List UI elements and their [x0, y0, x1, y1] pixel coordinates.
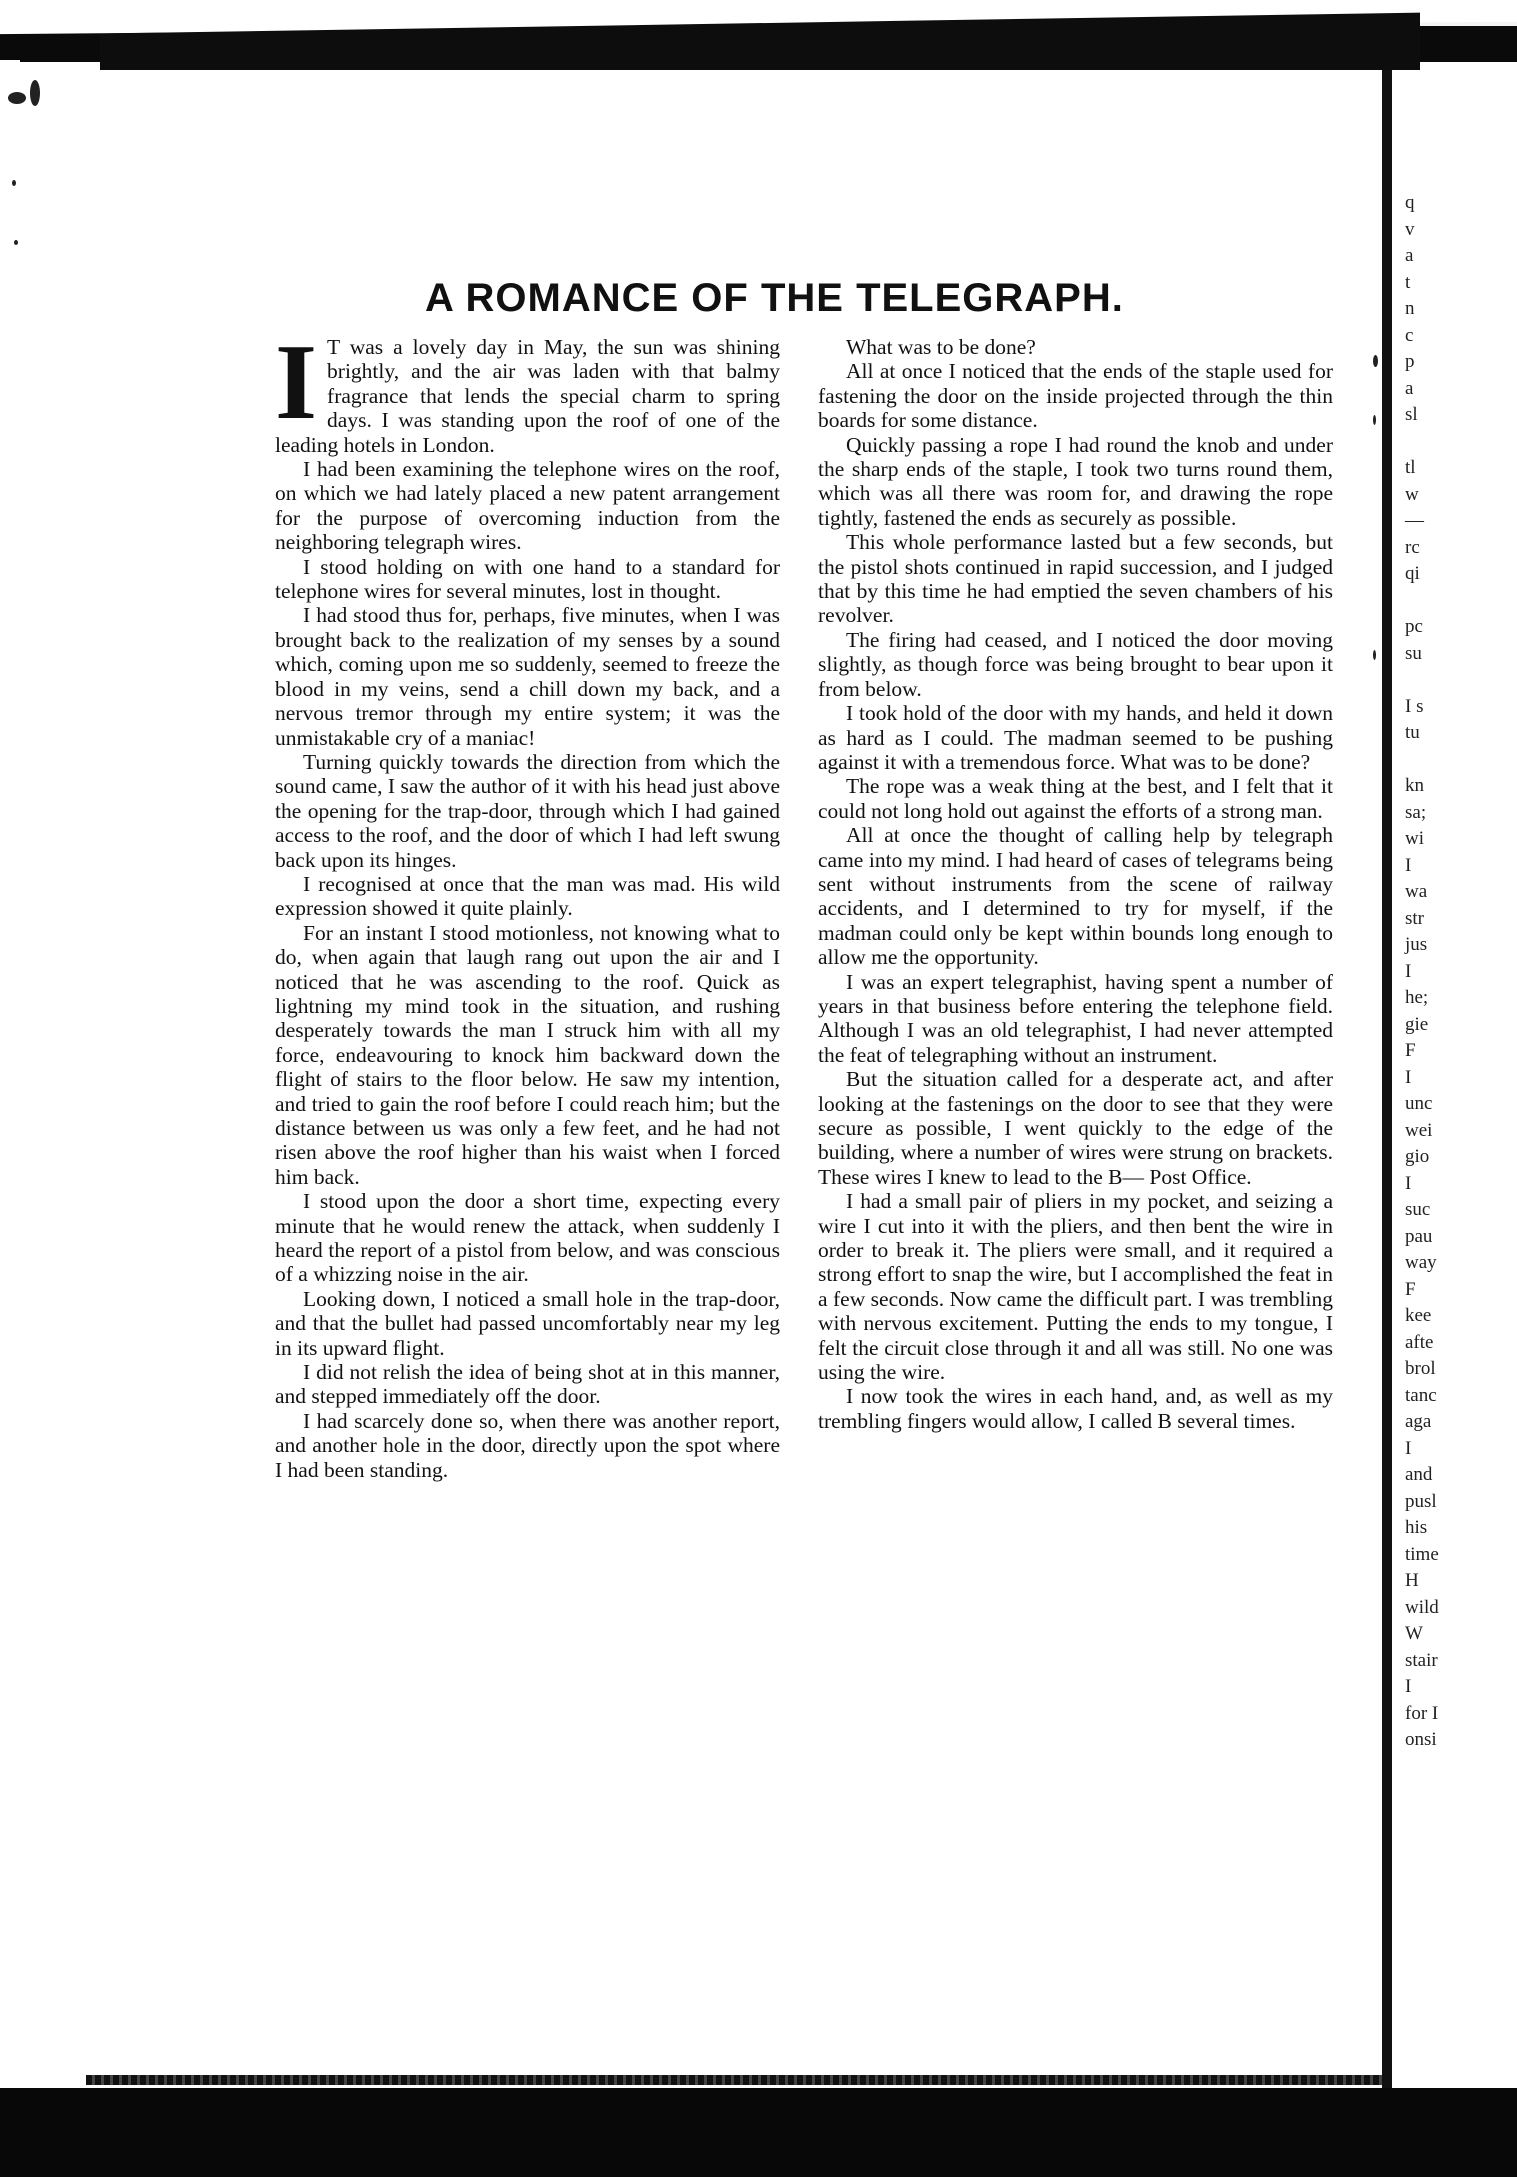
- facing-fragment: t: [1405, 271, 1411, 293]
- article-paragraph: I had scarcely done so, when there was another report, and another hole in the door, directly upon the spot where I had been standing.: [275, 1408, 780, 1482]
- article-paragraph: I recognised at once that the man was mad. His wild expression showed it quite plainly.: [275, 871, 780, 921]
- article-paragraph: This whole performance lasted but a few seconds, but the pistol shots continued in rapid succession, and I judged that by this time he had emptied the seven chambers of his revolver.: [818, 530, 1333, 628]
- scan-left-margin: [0, 60, 20, 2177]
- drop-cap-letter: I: [275, 323, 318, 442]
- facing-fragment: c: [1405, 324, 1414, 346]
- facing-fragment: afte: [1405, 1331, 1434, 1353]
- facing-fragment: tl: [1405, 457, 1416, 478]
- facing-fragment: wi: [1405, 828, 1424, 849]
- facing-fragment: I: [1405, 960, 1412, 982]
- scan-speck: [1373, 415, 1376, 425]
- facing-fragment: wa: [1405, 881, 1428, 902]
- facing-fragment: str: [1405, 907, 1424, 929]
- article-title: A ROMANCE OF THE TELEGRAPH.: [425, 276, 1124, 320]
- facing-fragment: way: [1405, 1252, 1437, 1273]
- facing-fragment: p: [1405, 351, 1415, 372]
- article-paragraph: I stood holding on with one hand to a standard for telephone wires for several minutes, lost in thought.: [275, 554, 780, 604]
- facing-fragment: gio: [1405, 1146, 1430, 1167]
- facing-fragment: [1405, 667, 1515, 694]
- facing-fragment: q: [1405, 192, 1415, 213]
- scan-bottom-border: [0, 2088, 1517, 2177]
- facing-fragment: pau: [1405, 1225, 1433, 1247]
- facing-fragment: he;: [1405, 987, 1429, 1008]
- article-paragraph: I was an expert telegraphist, having spent a number of years in that business before entering the telephone field. Although I was an old telegraphist, I had never attempted the feat of telegraphing without an instrument.: [818, 969, 1333, 1067]
- article-column-right: [818, 335, 1333, 1433]
- facing-fragment: his: [1405, 1517, 1428, 1538]
- facing-fragment: brol: [1405, 1358, 1436, 1379]
- facing-fragment: jus: [1405, 934, 1428, 955]
- article-paragraph: [275, 323, 780, 457]
- article-paragraph: All at once the thought of calling help by telegraph came into my mind. I had heard of cases of telegrams being sent without instruments from the scene of railway accidents, and I determined to try for myself, if the madman could only be kept within bounds long enough to allow me the opportunity.: [818, 823, 1333, 970]
- facing-fragment: kee: [1405, 1305, 1432, 1326]
- facing-fragment: aga: [1405, 1411, 1432, 1432]
- facing-fragment: w: [1405, 483, 1419, 505]
- facing-fragment: pusl: [1405, 1490, 1437, 1512]
- facing-fragment: n: [1405, 298, 1415, 319]
- paragraph-text: T was a lovely day in May, the sun was shining brightly, and the air was laden with that balmy fragrance that lends the special charm to spring days. I was standing upon the roof of one of the leading hotels in London.: [275, 335, 780, 457]
- facing-fragment: suc: [1405, 1199, 1431, 1220]
- facing-fragment: and: [1405, 1464, 1433, 1485]
- facing-fragment: sl: [1405, 404, 1418, 425]
- article-paragraph: For an instant I stood motionless, not knowing what to do, when again that laugh rang out upon the air and I noticed that he was ascending to the roof. Quick as lightning my mind took in the situation, and rushing desperately towards the man I struck him with all my force, endeavouring to knock him backward down the flight of stairs to the floor below. He saw my intention, and tried to gain the roof before I could reach him; but the distance between us was only a few feet, and he had not risen above the roof higher than his waist when I forced him back.: [275, 920, 780, 1189]
- article-paragraph: I took hold of the door with my hands, and held it down as hard as I could. The madman seemed to be pushing against it with a tremendous force. What was to be done?: [818, 701, 1333, 774]
- article-paragraph: I had been examining the telephone wires on the roof, on which we had lately placed a new patent arrangement for the purpose of overcoming induction from the neighboring telegraph wires.: [275, 457, 780, 555]
- article-paragraph: I stood upon the door a short time, expecting every minute that he would renew the attack, when suddenly I heard the report of a pistol from below, and was conscious of a whizzing noise in the air.: [275, 1189, 780, 1287]
- facing-fragment: H: [1405, 1570, 1419, 1591]
- article-paragraph: Turning quickly towards the direction from which the sound came, I saw the author of it with his head just above the opening for the trap-door, through which I had gained access to the roof, and the door of which I had left swung back upon its hinges.: [275, 749, 780, 872]
- facing-fragment: rc: [1405, 536, 1420, 558]
- scan-speck: [12, 180, 16, 186]
- facing-fragment: I: [1405, 1172, 1412, 1194]
- page-gutter-rule: [1382, 70, 1392, 2090]
- facing-fragment: [1405, 429, 1515, 456]
- article-paragraph: I had a small pair of pliers in my pocket, and seizing a wire I cut into it with the pliers, and then bent the wire in order to break it. The pliers were small, and it required a strong effort to snap the wire, but I accomplished the feat in a few seconds. Now came the difficult part. I was trembling with nervous excitement. Putting the ends to my tongue, I felt the circuit close through it and all was still. No one was using the wire.: [818, 1189, 1333, 1385]
- facing-fragment: a: [1405, 245, 1414, 266]
- facing-fragment: wild: [1405, 1596, 1439, 1618]
- facing-fragment: W: [1405, 1623, 1423, 1644]
- facing-fragment: I: [1405, 1676, 1412, 1697]
- facing-fragment: —: [1405, 510, 1424, 531]
- facing-fragment: wei: [1405, 1119, 1433, 1141]
- article-paragraph: I had stood thus for, perhaps, five minutes, when I was brought back to the realization of my senses by a sound which, coming upon me so suddenly, seemed to freeze the blood in my veins, send a chill down my back, and a nervous tremor through my entire system; it was the unmistakable cry of a maniac!: [275, 603, 780, 750]
- facing-fragment: I: [1405, 1437, 1412, 1459]
- scan-top-shadow: [100, 0, 1420, 70]
- scan-bottom-rule: [86, 2075, 1384, 2085]
- facing-fragment: for I: [1405, 1702, 1439, 1724]
- article-column-left: [275, 323, 780, 1482]
- facing-fragment: time: [1405, 1543, 1439, 1565]
- article-paragraph: I now took the wires in each hand, and, as well as my trembling fingers would allow, I called B several times.: [818, 1384, 1333, 1433]
- article-paragraph: But the situation called for a desperate act, and after looking at the fastenings on the door to see that they were secure as possible, I went quickly to the edge of the building, where a number of wires were strung on brackets. These wires I knew to lead to the B— Post Office.: [818, 1067, 1333, 1189]
- facing-fragment: [1405, 747, 1515, 774]
- scan-speck: [30, 80, 40, 106]
- facing-fragment: kn: [1405, 775, 1424, 796]
- facing-fragment: gie: [1405, 1013, 1429, 1035]
- facing-fragment: a: [1405, 377, 1414, 399]
- facing-fragment: v: [1405, 218, 1415, 240]
- article-paragraph: I did not relish the idea of being shot at in this manner, and stepped immediately off the door.: [275, 1360, 780, 1409]
- article-paragraph: Quickly passing a rope I had round the knob and under the sharp ends of the staple, I took two turns round them, which was all there was room for, and drawing the rope tightly, fastened the ends as securely as possible.: [818, 432, 1333, 530]
- facing-fragment: qi: [1405, 563, 1420, 584]
- article-paragraph: The rope was a weak thing at the best, and I felt that it could not long hold out against the efforts of a strong man.: [818, 774, 1333, 823]
- scan-speck: [14, 240, 18, 245]
- scan-speck: [1373, 650, 1376, 660]
- facing-fragment: [1405, 588, 1515, 615]
- scan-speck: [1373, 355, 1378, 367]
- facing-fragment: F: [1405, 1040, 1416, 1061]
- facing-fragment: stair: [1405, 1649, 1438, 1671]
- facing-fragment: onsi: [1405, 1729, 1437, 1750]
- facing-fragment: unc: [1405, 1093, 1433, 1114]
- facing-fragment: I: [1405, 1066, 1412, 1088]
- facing-fragment: sa;: [1405, 801, 1427, 823]
- article-paragraph: Looking down, I noticed a small hole in the trap-door, and that the bullet had passed uncomfortably near my leg in its upward flight.: [275, 1286, 780, 1360]
- article-paragraph: What was to be done?: [846, 335, 1036, 359]
- facing-fragment: I s: [1405, 695, 1424, 717]
- facing-fragment: tanc: [1405, 1384, 1437, 1406]
- facing-fragment: I: [1405, 854, 1412, 876]
- article-paragraph: The firing had ceased, and I noticed the door moving slightly, as though force was being brought to bear upon it from below.: [818, 627, 1333, 701]
- facing-page-fragments: [1405, 190, 1515, 1754]
- article-paragraph: All at once I noticed that the ends of the staple used for fastening the door on the inside projected through the thin boards for some distance.: [818, 359, 1333, 433]
- facing-fragment: su: [1405, 642, 1422, 664]
- facing-fragment: pc: [1405, 616, 1423, 637]
- scan-speck: [8, 92, 26, 104]
- facing-fragment: tu: [1405, 722, 1420, 743]
- facing-fragment: F: [1405, 1278, 1416, 1300]
